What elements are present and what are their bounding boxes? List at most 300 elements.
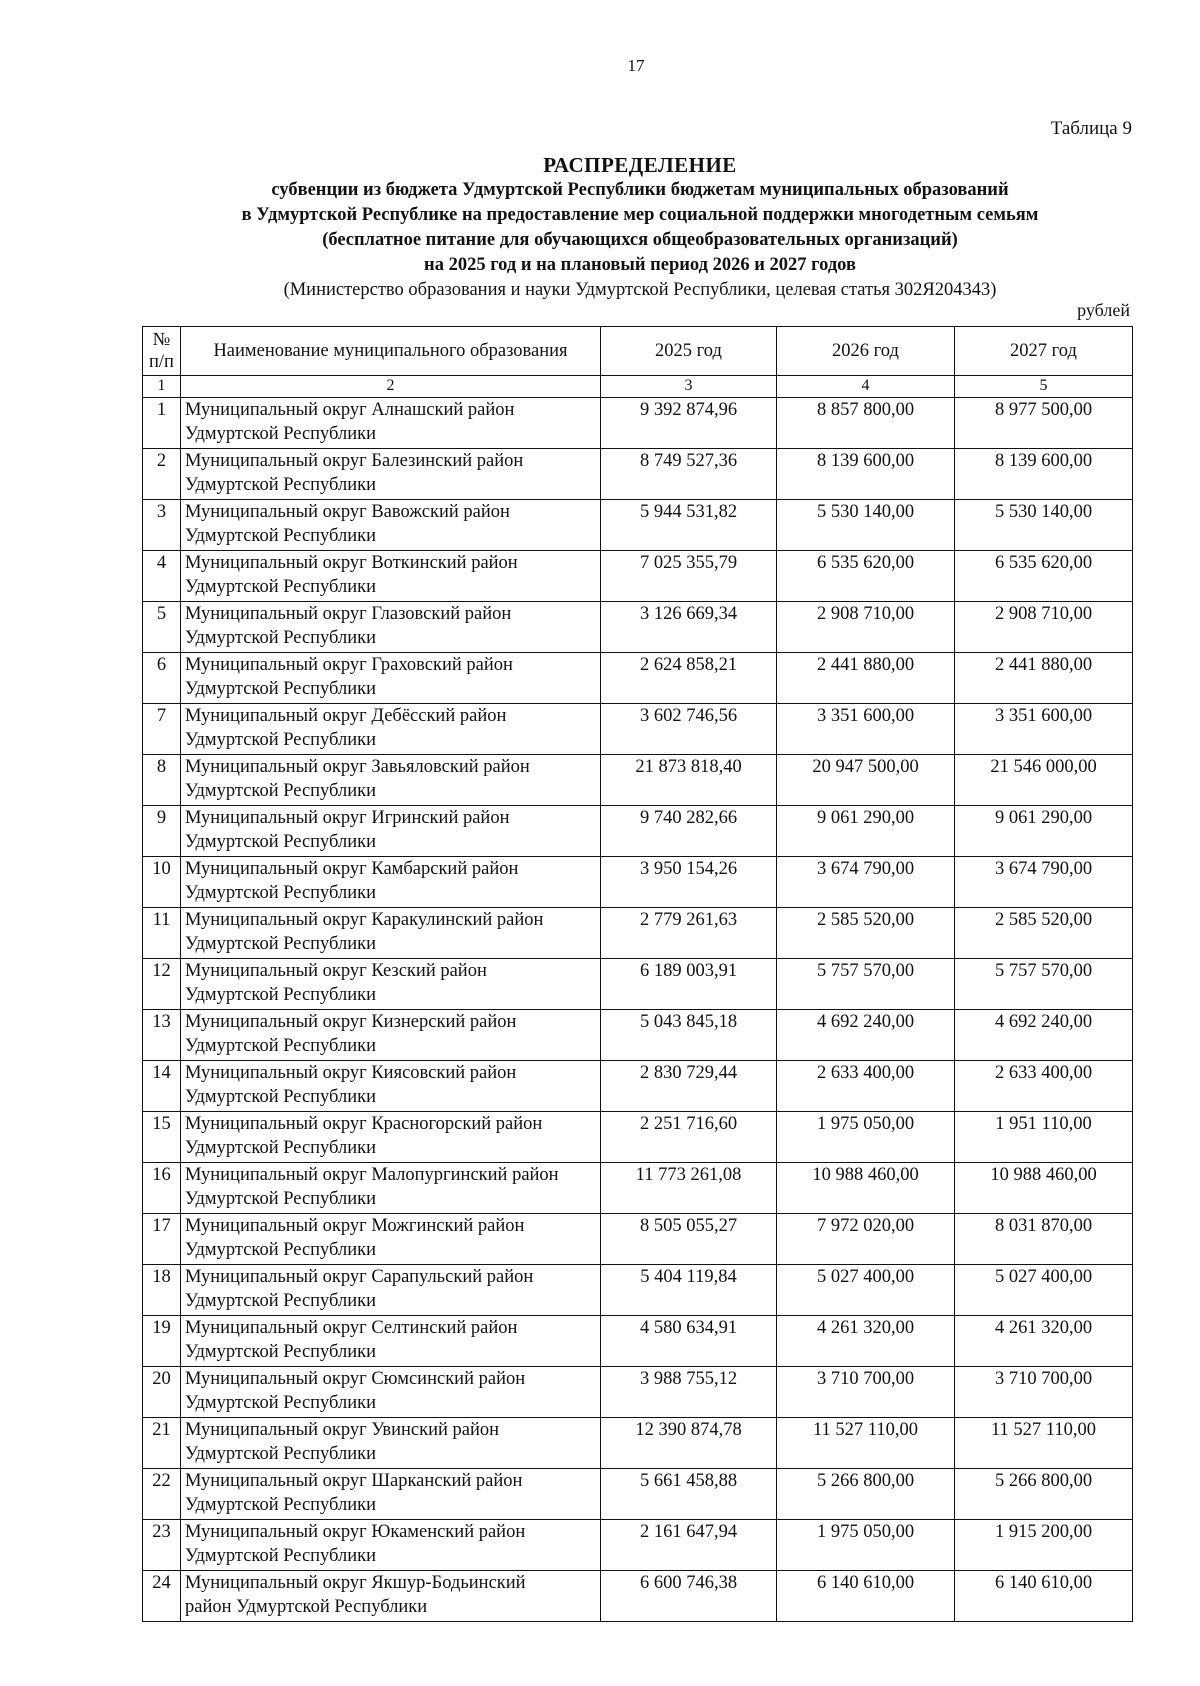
row-number-value: 16 <box>152 1165 171 1185</box>
table-row <box>143 602 1133 653</box>
table-header-row <box>143 327 1133 376</box>
amount-2026 <box>777 602 955 653</box>
table-row <box>143 1010 1133 1061</box>
row-number <box>143 1214 181 1265</box>
row-number <box>143 1520 181 1571</box>
table-row <box>143 653 1133 704</box>
row-number <box>143 1367 181 1418</box>
amount-2025 <box>601 653 777 704</box>
municipality-name-line: Муниципальный округ Красногорский район <box>185 1114 543 1134</box>
column-index: 4 <box>777 376 955 398</box>
municipality-name-line: Муниципальный округ Киясовский район <box>185 1063 517 1083</box>
amount-2027-value: 8 977 500,00 <box>994 400 1093 420</box>
table-row <box>143 1367 1133 1418</box>
amount-2026-value: 2 585 520,00 <box>816 910 915 930</box>
amount-2025-value: 7 025 355,79 <box>639 553 738 573</box>
amount-2026-value: 9 061 290,00 <box>816 808 915 828</box>
amount-2026 <box>777 449 955 500</box>
municipality-name <box>181 857 601 908</box>
amount-2026 <box>777 755 955 806</box>
distribution-table <box>142 326 1133 1622</box>
table-row <box>143 1214 1133 1265</box>
municipality-name-line: Удмуртской Республики <box>185 1036 377 1056</box>
row-number <box>143 449 181 500</box>
amount-2027-value: 4 261 320,00 <box>994 1318 1093 1338</box>
amount-2025 <box>601 755 777 806</box>
amount-2027-value: 21 546 000,00 <box>990 757 1097 777</box>
document-title: РАСПРЕДЕЛЕНИЕ <box>543 153 737 177</box>
municipality-name <box>181 1112 601 1163</box>
amount-2027 <box>955 500 1133 551</box>
municipality-name <box>181 959 601 1010</box>
amount-2026-value: 5 530 140,00 <box>816 502 915 522</box>
municipality-name-line: Удмуртской Республики <box>185 628 377 648</box>
row-number-value: 6 <box>156 655 167 675</box>
amount-2025 <box>601 602 777 653</box>
amount-2027-value: 11 527 110,00 <box>990 1420 1096 1440</box>
subtitle-line: (бесплатное питание для обучающихся общеобразовательных организаций) <box>322 230 958 250</box>
municipality-name-line: Муниципальный округ Вавожский район <box>185 502 510 522</box>
header-number <box>143 327 181 376</box>
municipality-name-line: Удмуртской Республики <box>185 577 377 597</box>
amount-2026 <box>777 1316 955 1367</box>
municipality-name <box>181 1367 601 1418</box>
row-number-value: 24 <box>152 1573 171 1593</box>
amount-2026 <box>777 1265 955 1316</box>
amount-2027 <box>955 1010 1133 1061</box>
row-number <box>143 908 181 959</box>
ministry-line: (Министерство образования и науки Удмуртской Республики, целевая статья 302Я204343) <box>283 280 997 300</box>
table-row <box>143 1061 1133 1112</box>
header-name: Наименование муниципального образования <box>181 327 601 376</box>
municipality-name-line: Удмуртской Республики <box>185 1342 377 1362</box>
amount-2027 <box>955 1571 1133 1622</box>
amount-2025 <box>601 1520 777 1571</box>
municipality-name-line: Муниципальный округ Дебёсский район <box>185 706 507 726</box>
table-row <box>143 1112 1133 1163</box>
row-number-value: 22 <box>152 1471 171 1491</box>
amount-2025 <box>601 449 777 500</box>
row-number <box>143 500 181 551</box>
municipality-name <box>181 704 601 755</box>
amount-2027 <box>955 1112 1133 1163</box>
table-row <box>143 1163 1133 1214</box>
amount-2026 <box>777 1163 955 1214</box>
municipality-name-line: Муниципальный округ Селтинский район <box>185 1318 518 1338</box>
municipality-name-line: Муниципальный округ Кезский район <box>185 961 487 981</box>
subtitle-line: в Удмуртской Республике на предоставление мер социальной поддержки многодетным семьям <box>241 205 1039 225</box>
row-number <box>143 1163 181 1214</box>
amount-2027 <box>955 755 1133 806</box>
amount-2025 <box>601 500 777 551</box>
page-number: 17 <box>627 56 645 75</box>
municipality-name-line: Муниципальный округ Юкаменский район <box>185 1522 526 1542</box>
row-number <box>143 857 181 908</box>
row-number <box>143 602 181 653</box>
amount-2026 <box>777 1112 955 1163</box>
amount-2025 <box>601 959 777 1010</box>
row-number-value: 19 <box>152 1318 171 1338</box>
amount-2027-value: 2 441 880,00 <box>994 655 1093 675</box>
municipality-name-line: Удмуртской Республики <box>185 1393 377 1413</box>
municipality-name-line: Муниципальный округ Якшур-Бодьинский <box>185 1573 526 1593</box>
row-number-value: 14 <box>152 1063 171 1083</box>
table-row <box>143 1418 1133 1469</box>
municipality-name-line: Удмуртской Республики <box>185 1546 377 1566</box>
amount-2025 <box>601 1469 777 1520</box>
table-row <box>143 959 1133 1010</box>
amount-2026 <box>777 500 955 551</box>
amount-2027 <box>955 704 1133 755</box>
table-row <box>143 1469 1133 1520</box>
amount-2027 <box>955 1061 1133 1112</box>
amount-2026-value: 8 139 600,00 <box>816 451 915 471</box>
amount-2027 <box>955 449 1133 500</box>
municipality-name-line: Удмуртской Республики <box>185 781 377 801</box>
amount-2027-value: 5 530 140,00 <box>994 502 1093 522</box>
municipality-name <box>181 449 601 500</box>
municipality-name <box>181 1265 601 1316</box>
municipality-name-line: Удмуртской Республики <box>185 1189 377 1209</box>
municipality-name-line: Муниципальный округ Воткинский район <box>185 553 518 573</box>
header-2026: 2026 год <box>777 327 955 376</box>
amount-2026-value: 5 027 400,00 <box>816 1267 915 1287</box>
amount-2025 <box>601 806 777 857</box>
municipality-name <box>181 551 601 602</box>
amount-2025-value: 12 390 874,78 <box>635 1420 742 1440</box>
municipality-name-line: район Удмуртской Республики <box>185 1597 428 1617</box>
amount-2027-value: 2 633 400,00 <box>994 1063 1093 1083</box>
municipality-name-line: Муниципальный округ Сарапульский район <box>185 1267 534 1287</box>
row-number <box>143 755 181 806</box>
row-number <box>143 1418 181 1469</box>
header-number-abbr: п/п <box>149 352 174 372</box>
row-number <box>143 551 181 602</box>
amount-2026-value: 3 351 600,00 <box>816 706 915 726</box>
table-row <box>143 500 1133 551</box>
row-number <box>143 959 181 1010</box>
amount-2026 <box>777 1214 955 1265</box>
amount-2025-value: 9 392 874,96 <box>639 400 738 420</box>
row-number-value: 21 <box>152 1420 171 1440</box>
row-number-value: 7 <box>156 706 167 726</box>
amount-2025 <box>601 1571 777 1622</box>
amount-2025-value: 4 580 634,91 <box>639 1318 738 1338</box>
municipality-name-line: Муниципальный округ Граховский район <box>185 655 513 675</box>
row-number-value: 9 <box>156 808 167 828</box>
amount-2026-value: 6 140 610,00 <box>816 1573 915 1593</box>
municipality-name-line: Удмуртской Республики <box>185 1240 377 1260</box>
amount-2025-value: 5 404 119,84 <box>640 1267 737 1287</box>
amount-2026-value: 5 266 800,00 <box>816 1471 915 1491</box>
municipality-name <box>181 653 601 704</box>
header-number-sign: № <box>152 330 171 350</box>
amount-2025 <box>601 398 777 449</box>
municipality-name <box>181 398 601 449</box>
municipality-name <box>181 500 601 551</box>
amount-2025 <box>601 551 777 602</box>
amount-2027 <box>955 1265 1133 1316</box>
amount-2025 <box>601 1163 777 1214</box>
amount-2027-value: 8 139 600,00 <box>994 451 1093 471</box>
municipality-name <box>181 1061 601 1112</box>
amount-2026 <box>777 1367 955 1418</box>
row-number-value: 12 <box>152 961 171 981</box>
amount-2027 <box>955 1520 1133 1571</box>
amount-2025 <box>601 857 777 908</box>
amount-2027-value: 5 757 570,00 <box>994 961 1093 981</box>
amount-2025-value: 21 873 818,40 <box>635 757 742 777</box>
table-row <box>143 806 1133 857</box>
municipality-name <box>181 806 601 857</box>
row-number-value: 10 <box>152 859 171 879</box>
amount-2025-value: 8 505 055,27 <box>639 1216 738 1236</box>
column-index: 3 <box>601 376 777 398</box>
amount-2027-value: 6 140 610,00 <box>994 1573 1093 1593</box>
row-number <box>143 653 181 704</box>
amount-2026-value: 8 857 800,00 <box>816 400 915 420</box>
amount-2025 <box>601 1061 777 1112</box>
column-index: 5 <box>955 376 1133 398</box>
amount-2025 <box>601 1214 777 1265</box>
row-number-value: 11 <box>152 910 171 930</box>
row-number <box>143 1316 181 1367</box>
amount-2027 <box>955 908 1133 959</box>
amount-2026 <box>777 551 955 602</box>
amount-2026-value: 2 908 710,00 <box>816 604 915 624</box>
row-number-value: 4 <box>156 553 167 573</box>
amount-2025-value: 2 830 729,44 <box>639 1063 738 1083</box>
amount-2025 <box>601 1265 777 1316</box>
amount-2027-value: 1 951 110,00 <box>995 1114 1092 1134</box>
municipality-name <box>181 1163 601 1214</box>
amount-2026 <box>777 1571 955 1622</box>
row-number <box>143 1010 181 1061</box>
amount-2025-value: 5 043 845,18 <box>639 1012 738 1032</box>
row-number <box>143 1571 181 1622</box>
amount-2025 <box>601 1112 777 1163</box>
amount-2027-value: 6 535 620,00 <box>994 553 1093 573</box>
row-number <box>143 704 181 755</box>
amount-2025-value: 2 161 647,94 <box>639 1522 738 1542</box>
amount-2025-value: 9 740 282,66 <box>639 808 738 828</box>
row-number-value: 15 <box>152 1114 171 1134</box>
amount-2027 <box>955 1367 1133 1418</box>
municipality-name-line: Удмуртской Республики <box>185 679 377 699</box>
amount-2026-value: 2 633 400,00 <box>816 1063 915 1083</box>
municipality-name <box>181 1571 601 1622</box>
amount-2027 <box>955 959 1133 1010</box>
row-number-value: 5 <box>156 604 167 624</box>
amount-2025-value: 3 602 746,56 <box>639 706 738 726</box>
amount-2025-value: 3 126 669,34 <box>639 604 738 624</box>
municipality-name <box>181 908 601 959</box>
row-number <box>143 1469 181 1520</box>
row-number <box>143 398 181 449</box>
municipality-name-line: Удмуртской Республики <box>185 832 377 852</box>
table-label: Таблица 9 <box>1050 118 1132 139</box>
row-number-value: 17 <box>152 1216 171 1236</box>
amount-2026-value: 4 692 240,00 <box>816 1012 915 1032</box>
header-2025: 2025 год <box>601 327 777 376</box>
municipality-name <box>181 1469 601 1520</box>
amount-2027 <box>955 602 1133 653</box>
column-index: 2 <box>181 376 601 398</box>
municipality-name-line: Удмуртской Республики <box>185 730 377 750</box>
amount-2025 <box>601 1010 777 1061</box>
amount-2027-value: 5 266 800,00 <box>994 1471 1093 1491</box>
municipality-name-line: Муниципальный округ Малопургинский район <box>185 1165 559 1185</box>
municipality-name-line: Удмуртской Республики <box>185 1087 377 1107</box>
municipality-name <box>181 755 601 806</box>
amount-2027-value: 3 710 700,00 <box>994 1369 1093 1389</box>
row-number-value: 23 <box>152 1522 171 1542</box>
amount-2027-value: 3 674 790,00 <box>994 859 1093 879</box>
row-number-value: 20 <box>152 1369 171 1389</box>
document-heading <box>0 152 1200 303</box>
municipality-name-line: Муниципальный округ Глазовский район <box>185 604 512 624</box>
amount-2027 <box>955 857 1133 908</box>
amount-2026 <box>777 1469 955 1520</box>
row-number <box>143 1061 181 1112</box>
amount-2027 <box>955 1469 1133 1520</box>
municipality-name-line: Удмуртской Республики <box>185 1291 377 1311</box>
municipality-name-line: Муниципальный округ Сюмсинский район <box>185 1369 526 1389</box>
subtitle-line: на 2025 год и на плановый период 2026 и 2027 годов <box>424 255 856 275</box>
amount-2026-value: 3 710 700,00 <box>816 1369 915 1389</box>
amount-2027 <box>955 806 1133 857</box>
table-row <box>143 1316 1133 1367</box>
amount-2027-value: 9 061 290,00 <box>994 808 1093 828</box>
municipality-name <box>181 1010 601 1061</box>
amount-2026-value: 1 975 050,00 <box>816 1522 915 1542</box>
row-number-value: 18 <box>152 1267 171 1287</box>
amount-2026 <box>777 1061 955 1112</box>
amount-2025 <box>601 1367 777 1418</box>
amount-2025-value: 8 749 527,36 <box>639 451 738 471</box>
municipality-name-line: Удмуртской Республики <box>185 1444 377 1464</box>
column-index: 1 <box>143 376 181 398</box>
amount-2025 <box>601 908 777 959</box>
amount-2027-value: 1 915 200,00 <box>994 1522 1093 1542</box>
municipality-name-line: Муниципальный округ Каракулинский район <box>185 910 544 930</box>
amount-2025-value: 3 950 154,26 <box>639 859 738 879</box>
amount-2027-value: 4 692 240,00 <box>994 1012 1093 1032</box>
amount-2027 <box>955 1163 1133 1214</box>
table-row <box>143 755 1133 806</box>
amount-2027 <box>955 1418 1133 1469</box>
header-2027: 2027 год <box>955 327 1133 376</box>
row-number-value: 2 <box>156 451 167 471</box>
amount-2025-value: 11 773 261,08 <box>635 1165 742 1185</box>
amount-2025-value: 2 779 261,63 <box>639 910 738 930</box>
amount-2026-value: 5 757 570,00 <box>816 961 915 981</box>
table-row <box>143 1571 1133 1622</box>
municipality-name-line: Муниципальный округ Балезинский район <box>185 451 524 471</box>
amount-2026 <box>777 959 955 1010</box>
amount-2026-value: 3 674 790,00 <box>816 859 915 879</box>
amount-2027 <box>955 398 1133 449</box>
amount-2027 <box>955 1316 1133 1367</box>
amount-2026 <box>777 1010 955 1061</box>
amount-2026-value: 1 975 050,00 <box>816 1114 915 1134</box>
subtitle-line: субвенции из бюджета Удмуртской Республики бюджетам муниципальных образований <box>271 180 1009 200</box>
municipality-name-line: Муниципальный округ Можгинский район <box>185 1216 525 1236</box>
table-row <box>143 1520 1133 1571</box>
table-row <box>143 551 1133 602</box>
municipality-name-line: Муниципальный округ Игринский район <box>185 808 510 828</box>
municipality-name-line: Удмуртской Республики <box>185 985 377 1005</box>
amount-2026 <box>777 1520 955 1571</box>
row-number <box>143 1112 181 1163</box>
municipality-name-line: Муниципальный округ Кизнерский район <box>185 1012 517 1032</box>
row-number-value: 13 <box>152 1012 171 1032</box>
municipality-name <box>181 602 601 653</box>
amount-2027-value: 5 027 400,00 <box>994 1267 1093 1287</box>
municipality-name-line: Удмуртской Республики <box>185 934 377 954</box>
amount-2026-value: 10 988 460,00 <box>812 1165 919 1185</box>
amount-2026-value: 6 535 620,00 <box>816 553 915 573</box>
amount-2026-value: 2 441 880,00 <box>816 655 915 675</box>
column-index-row <box>143 376 1133 398</box>
row-number-value: 1 <box>156 400 167 420</box>
amount-2025-value: 5 661 458,88 <box>639 1471 738 1491</box>
municipality-name-line: Удмуртской Республики <box>185 424 377 444</box>
municipality-name-line: Муниципальный округ Шарканский район <box>185 1471 523 1491</box>
amount-2026-value: 20 947 500,00 <box>812 757 919 777</box>
amount-2026 <box>777 398 955 449</box>
municipality-name <box>181 1520 601 1571</box>
municipality-name <box>181 1418 601 1469</box>
amount-2027 <box>955 1214 1133 1265</box>
amount-2025-value: 2 624 858,21 <box>639 655 738 675</box>
amount-2027-value: 8 031 870,00 <box>994 1216 1093 1236</box>
municipality-name-line: Муниципальный округ Увинский район <box>185 1420 500 1440</box>
amount-2027-value: 2 585 520,00 <box>994 910 1093 930</box>
amount-2027-value: 3 351 600,00 <box>994 706 1093 726</box>
municipality-name-line: Удмуртской Республики <box>185 883 377 903</box>
amount-2026 <box>777 704 955 755</box>
amount-2026 <box>777 857 955 908</box>
amount-2025-value: 5 944 531,82 <box>639 502 738 522</box>
municipality-name <box>181 1214 601 1265</box>
municipality-name-line: Удмуртской Республики <box>185 1138 377 1158</box>
table-row <box>143 908 1133 959</box>
table-row <box>143 857 1133 908</box>
municipality-name-line: Муниципальный округ Камбарский район <box>185 859 519 879</box>
amount-2027-value: 10 988 460,00 <box>990 1165 1097 1185</box>
table-row <box>143 398 1133 449</box>
amount-2027 <box>955 551 1133 602</box>
table-row <box>143 1265 1133 1316</box>
amount-2025-value: 2 251 716,60 <box>639 1114 738 1134</box>
amount-2026-value: 4 261 320,00 <box>816 1318 915 1338</box>
table-row <box>143 704 1133 755</box>
amount-2026 <box>777 653 955 704</box>
amount-2027 <box>955 653 1133 704</box>
amount-2026-value: 11 527 110,00 <box>812 1420 918 1440</box>
row-number <box>143 1265 181 1316</box>
municipality-name-line: Удмуртской Республики <box>185 475 377 495</box>
amount-2025-value: 3 988 755,12 <box>639 1369 738 1389</box>
row-number-value: 8 <box>156 757 167 777</box>
row-number-value: 3 <box>156 502 167 522</box>
amount-2025 <box>601 704 777 755</box>
amount-2025 <box>601 1316 777 1367</box>
municipality-name <box>181 1316 601 1367</box>
municipality-name-line: Удмуртской Республики <box>185 1495 377 1515</box>
amount-2027-value: 2 908 710,00 <box>994 604 1093 624</box>
